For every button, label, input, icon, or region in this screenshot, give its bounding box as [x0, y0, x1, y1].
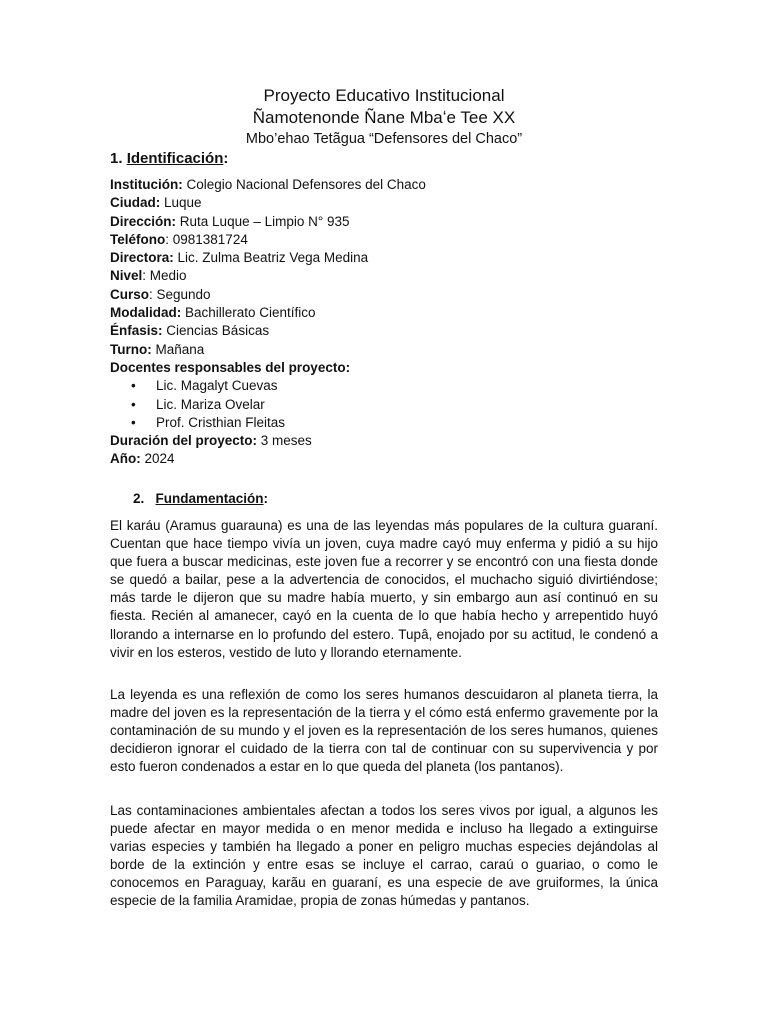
paragraph-reflexion: La leyenda es una reflexión de como los seres humanos descuidaron al planeta tierra, la madre del joven es la representación de la tierra y el cómo está enfermo gravemente por la contaminación de su mundo y el joven es la representación de los seres humanos, quienes decidieron ignorar el cuidado de la tierra con tal de continuar con su supervivencia y por esto fueron condenados a estar en lo que queda del planeta (los pantanos).: [110, 687, 658, 775]
paragraph-contaminacion: Las contaminaciones ambientales afectan a todos los seres vivos por igual, a algunos les puede afectar en mayor medida o en menor medida e incluso ha llegado a extinguirse varias especies y también ha llegado a poner en peligro muchas especies dejándolas al borde de la extinción y entre esas se incluye el carrao, caraú o guariao, o como le conocemos en Paraguay, karãu en guaraní, es una especie de ave gruiformes, la única especie de la familia Aramidae, propia de zonas húmedas y pantanos.: [110, 803, 658, 909]
section-title: Identificación: [126, 150, 224, 167]
field-label: Teléfono: [110, 231, 166, 247]
field-institucion: [110, 176, 670, 194]
document-subtitle: Ñamotenonde Ñane Mbaʻe Tee XX: [252, 108, 516, 127]
field-label: Nivel: [110, 268, 143, 284]
docente-name: Lic. Magalyt Cuevas: [156, 378, 278, 394]
field-value: 2024: [140, 451, 175, 467]
docente-name: Prof. Cristhian Fleitas: [156, 414, 286, 430]
field-enfasis: [110, 322, 670, 340]
section-number: 2.: [133, 491, 145, 506]
field-telefono: [110, 231, 670, 249]
bullet-icon: •: [131, 396, 136, 412]
field-label: Dirección:: [110, 213, 177, 229]
field-curso: [110, 286, 670, 304]
field-nivel: [110, 267, 670, 285]
docentes-list: [110, 377, 670, 432]
identification-fields: [110, 176, 670, 469]
field-value: 3 meses: [257, 433, 312, 449]
bullet-icon: •: [131, 414, 136, 430]
field-value: Luque: [160, 195, 202, 211]
field-value: : Segundo: [149, 286, 211, 302]
docente-name: Lic. Mariza Ovelar: [156, 396, 265, 412]
field-duracion: [110, 432, 670, 450]
field-label: Curso: [110, 286, 150, 302]
field-docentes-label: [110, 359, 670, 377]
field-label: Año:: [110, 451, 141, 467]
section-number: 1.: [110, 150, 127, 167]
field-label: Modalidad:: [110, 305, 182, 321]
section-colon: :: [223, 150, 229, 167]
field-value: Lic. Zulma Beatriz Vega Medina: [173, 250, 369, 266]
field-value: Bachillerato Científico: [181, 305, 316, 321]
field-label: Docentes responsables del proyecto:: [110, 359, 351, 375]
field-value: Ruta Luque – Limpio N° 935: [176, 213, 350, 229]
school-name: Mbo’ehao Tetãgua “Defensores del Chaco”: [245, 131, 523, 147]
field-label: Institución:: [110, 177, 183, 192]
field-value: : 0981381724: [165, 231, 248, 247]
field-value: Mañana: [151, 341, 205, 357]
field-value: Colegio Nacional Defensores del Chaco: [182, 177, 426, 192]
field-direccion: [110, 213, 670, 231]
field-directora: [110, 249, 670, 267]
field-ciudad: [110, 194, 670, 212]
list-item: [110, 414, 670, 432]
list-item: [110, 377, 670, 395]
field-label: Ciudad:: [110, 195, 161, 211]
field-anio: [110, 450, 670, 468]
field-turno: [110, 341, 670, 359]
section-colon: :: [263, 491, 269, 506]
section-identificacion-heading: [110, 149, 228, 169]
field-label: Turno:: [110, 341, 152, 357]
field-label: Directora:: [110, 250, 174, 266]
list-item: [110, 396, 670, 414]
section-title: Fundamentación: [155, 491, 264, 506]
document-title: Proyecto Educativo Institucional: [263, 86, 505, 105]
field-value: : Medio: [142, 268, 187, 284]
paragraph-leyenda: El karáu (Aramus guarauna) es una de las leyendas más populares de la cultura guaraní. Cuentan que hace tiempo vivía un joven, cuya madre cayó muy enferma y pidió a su hijo que fuera a buscar medicinas, este joven fue a recorrer y se encontró con una fiesta donde se quedó a bailar, pese a la advertencia de conocidos, el muchacho siguió divirtiéndose; más tarde le dijeron que su madre había muerto, y sin embargo aun así continuó en su fiesta. Recién al amanecer, cayó en la cuenta de lo que había hecho y arrepentido huyó llorando a internarse en lo profundo del estero. Tupâ, enojado por su actitud, le condenó a vivir en los esteros, vestido de luto y llorando eternamente.: [110, 518, 658, 660]
field-modalidad: [110, 304, 670, 322]
field-value: Ciencias Básicas: [162, 323, 270, 339]
section-fundamentacion-heading: [133, 490, 268, 508]
bullet-icon: •: [131, 378, 136, 394]
field-label: Duración del proyecto:: [110, 433, 258, 449]
field-label: Énfasis:: [110, 323, 163, 339]
